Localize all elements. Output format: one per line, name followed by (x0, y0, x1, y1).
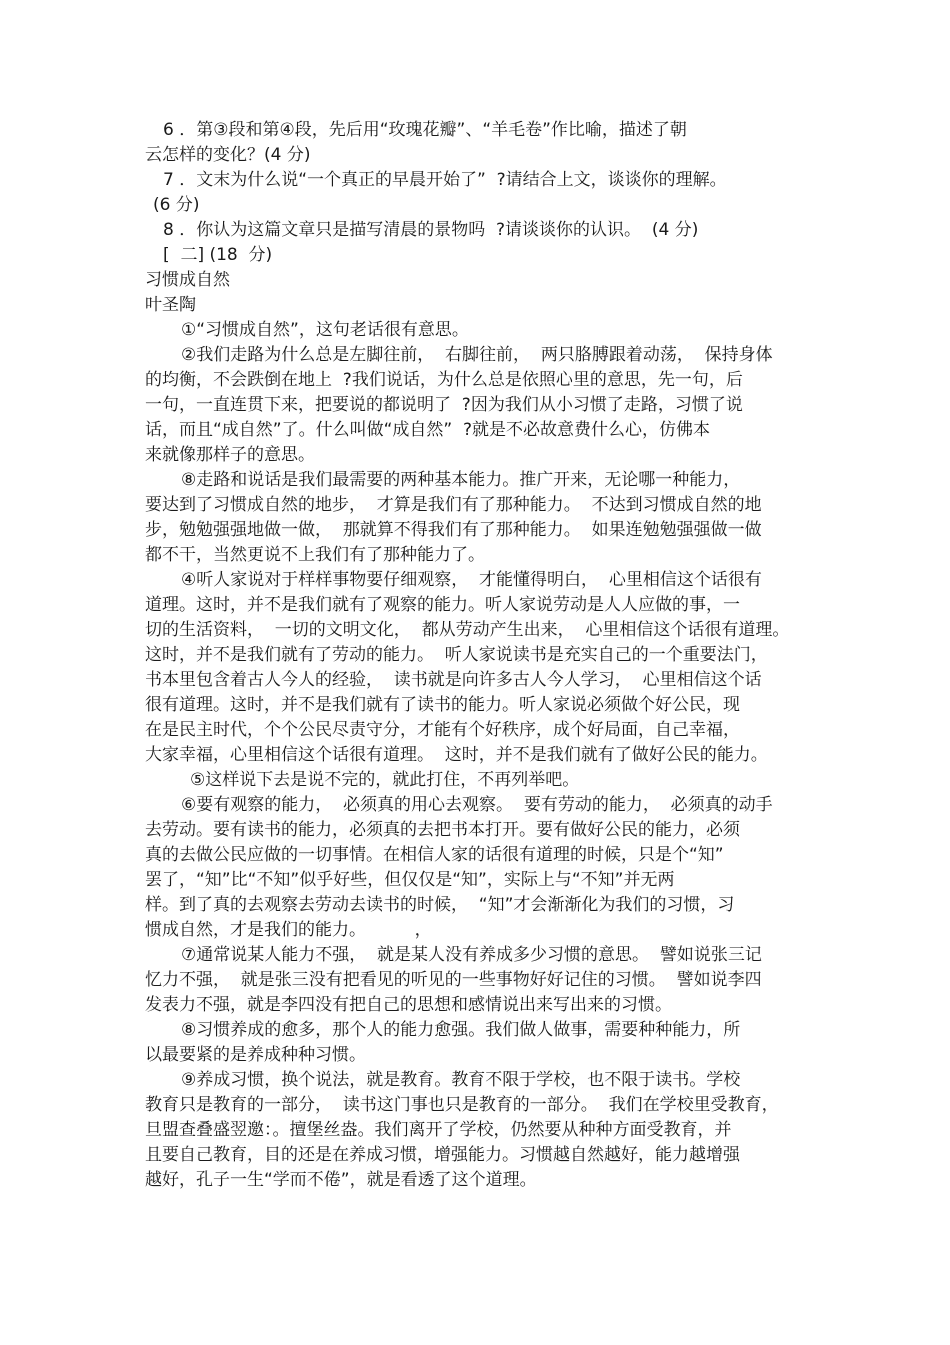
paragraph-line: 都不干，当然更说不上我们有了那种能力了。 (145, 545, 485, 565)
paragraph-line: 这时，并不是我们就有了劳动的能力。 听人家说读书是充实自己的一个重要法门， (145, 645, 768, 665)
paragraph-line: 切的生活资料， 一切的文明文化， 都从劳动产生出来， 心里相信这个话很有道理。 (145, 620, 790, 640)
article-title: 习惯成自然 (145, 270, 230, 290)
paragraph-line: 来就像那样子的意思。 (145, 445, 315, 465)
paragraph-line: 且要自己教育，目的还是在养成习惯，增强能力。习惯越自然越好，能力越增强 (145, 1145, 740, 1165)
paragraph-line: ⑨养成习惯，换个说法，就是教育。教育不限于学校，也不限于读书。学校 (181, 1070, 741, 1090)
paragraph-line: 步，勉勉强强地做一做， 那就算不得我们有了那种能力。 如果连勉勉强强做一做 (145, 520, 762, 540)
paragraph-line: 以最要紧的是养成种种习惯。 (145, 1045, 366, 1065)
paragraph-line: 话，而且“成自然”了。什么叫做“成自然” ?就是不必故意费什么心，仿佛本 (145, 420, 711, 440)
question-6-line-2: 云怎样的变化？(4 分) (145, 145, 311, 165)
paragraph-line: ⑦通常说某人能力不强， 就是某人没有养成多少习惯的意思。 譬如说张三记 (181, 945, 762, 965)
paragraph-line: ⑥要有观察的能力， 必须真的用心去观察。 要有劳动的能力， 必须真的动手 (181, 795, 773, 815)
paragraph-line: 教育只是教育的一部分， 读书这门事也只是教育的一部分。 我们在学校里受教育， (145, 1095, 779, 1115)
paragraph-line: 惯成自然，才是我们的能力。 ， (145, 920, 432, 940)
question-6-line-1: 6 ．第③段和第④段，先后用“玫瑰花瓣”、“羊毛卷”作比喻，描述了朝 (163, 120, 687, 140)
paragraph-line: 一句，一直连贯下来，把要说的都说明了 ?因为我们从小习惯了走路，习惯了说 (145, 395, 743, 415)
paragraph-line: ⑤这样说下去是说不完的，就此打住，不再列举吧。 (190, 770, 580, 790)
paragraph-line: 书本里包含着古人今人的经验， 读书就是向许多古人今人学习， 心里相信这个话 (145, 670, 762, 690)
paragraph-line: 发表力不强，就是李四没有把自己的思想和感情说出来写出来的习惯。 (145, 995, 672, 1015)
paragraph-line: 旦盟查叠盛翌邀：。擅堡丝盎。我们离开了学校，仍然要从种种方面受教育，并 (145, 1120, 732, 1140)
paragraph-line: 的均衡，不会跌倒在地上 ?我们说话，为什么总是依照心里的意思，先一句，后 (145, 370, 743, 390)
paragraph-line: 道理。这时，并不是我们就有了观察的能力。听人家说劳动是人人应做的事，一 (145, 595, 740, 615)
paragraph-line: 大家幸福，心里相信这个话很有道理。 这时，并不是我们就有了做好公民的能力。 (145, 745, 768, 765)
paragraph-line: 去劳动。要有读书的能力，必须真的去把书本打开。要有做好公民的能力，必须 (145, 820, 740, 840)
paragraph-line: 在是民主时代，个个公民尽责守分，才能有个好秩序，成个好局面，自己幸福， (145, 720, 740, 740)
paragraph-line: 要达到了习惯成自然的地步， 才算是我们有了那种能力。 不达到习惯成自然的地 (145, 495, 762, 515)
paragraph-line: 很有道理。这时，并不是我们就有了读书的能力。听人家说必须做个好公民，现 (145, 695, 740, 715)
paragraph-line: ④听人家说对于样样事物要仔细观察， 才能懂得明白， 心里相信这个话很有 (181, 570, 762, 590)
paragraph-line: 真的去做公民应做的一切事情。在相信人家的话很有道理的时候，只是个“知” (145, 845, 724, 865)
paragraph-line: ⑧习惯养成的愈多，那个人的能力愈强。我们做人做事，需要种种能力，所 (181, 1020, 741, 1040)
question-8: 8 ．你认为这篇文章只是描写清晨的景物吗 ?请谈谈你的认识。 (4 分) (163, 220, 699, 240)
question-7-line-2: (6 分) (153, 195, 200, 215)
paragraph-line: ②我们走路为什么总是左脚往前， 右脚往前， 两只胳膊跟着动荡， 保持身体 (181, 345, 773, 365)
paragraph-line: ⑧走路和说话是我们最需要的两种基本能力。推广开来，无论哪一种能力， (181, 470, 741, 490)
question-7-line-1: 7 ．文末为什么说“一个真正的早晨开始了” ?请结合上文，谈谈你的理解。 (163, 170, 727, 190)
paragraph-line: ①“习惯成自然”，这句老话很有意思。 (181, 320, 469, 340)
paragraph-line: 样。到了真的去观察去劳动去读书的时候， “知”才会渐渐化为我们的习惯，习 (145, 895, 735, 915)
paragraph-line: 罢了，“知”比“不知”似乎好些，但仅仅是“知”，实际上与“不知”并无两 (145, 870, 675, 890)
paragraph-line: 忆力不强， 就是张三没有把看见的听见的一些事物好好记住的习惯。 譬如说李四 (145, 970, 762, 990)
paragraph-line: 越好，孔子一生“学而不倦”，就是看透了这个道理。 (145, 1170, 537, 1190)
section-header: [ 二] (18 分) (163, 245, 273, 265)
article-author: 叶圣陶 (145, 295, 196, 315)
